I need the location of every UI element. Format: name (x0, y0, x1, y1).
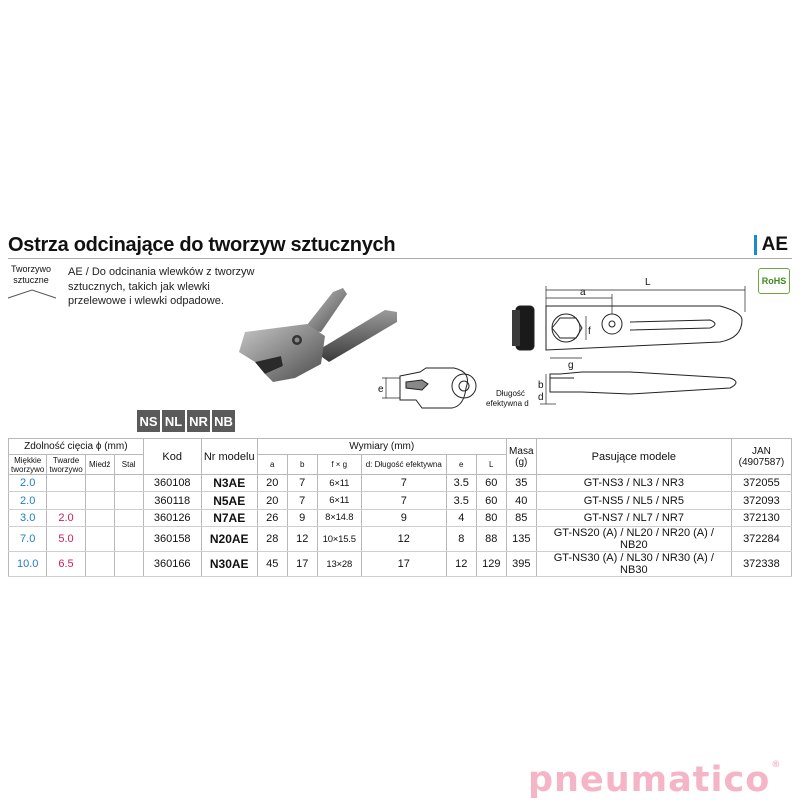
cell-steel (114, 475, 143, 492)
cell-kod: 360108 (143, 475, 201, 492)
cell-L: 60 (476, 475, 506, 492)
table-row (9, 492, 792, 509)
cell-hard: 5.0 (47, 527, 85, 552)
cell-a: 45 (257, 552, 287, 577)
cell-copper (85, 552, 114, 577)
material-category (10, 264, 52, 286)
technical-diagram (360, 268, 760, 418)
col-fxg: f × g (317, 455, 361, 475)
cell-b: 7 (287, 492, 317, 509)
cell-mass: 85 (506, 509, 536, 526)
cell-e: 4 (446, 509, 476, 526)
col-hard: Twarde tworzywo (47, 455, 85, 475)
cell-d: 9 (361, 509, 446, 526)
cell-fxg: 8×14.8 (317, 509, 361, 526)
cell-kod: 360126 (143, 509, 201, 526)
cell-hard (47, 475, 85, 492)
col-soft: Miękkie tworzywo (9, 455, 47, 475)
product-description: AE / Do odcinania wlewków z tworzyw sztucznych, takich jak wlewki przelewowe i wlewki odpadowe. (68, 266, 255, 307)
cell-model: N3AE (201, 475, 257, 492)
cell-fits: GT-NS5 / NL5 / NR5 (536, 492, 731, 509)
badge-nr: NR (187, 410, 210, 432)
cell-kod: 360118 (143, 492, 201, 509)
dim-label-b: b (538, 380, 544, 391)
brand-logo (528, 760, 781, 800)
cell-a: 20 (257, 475, 287, 492)
table-row (9, 475, 792, 492)
model-tag-text: AE (761, 234, 788, 255)
cell-steel (114, 492, 143, 509)
badge-ns: NS (137, 410, 160, 432)
cell-a: 20 (257, 492, 287, 509)
cell-b: 17 (287, 552, 317, 577)
cell-jan: 372284 (731, 527, 791, 552)
cell-b: 12 (287, 527, 317, 552)
dims-header: Wymiary (mm) (257, 439, 506, 455)
effective-length-label-1: Długość (496, 389, 525, 398)
cell-kod: 360158 (143, 527, 201, 552)
badge-nb: NB (212, 410, 235, 432)
cell-L: 80 (476, 509, 506, 526)
cell-fxg: 10×15.5 (317, 527, 361, 552)
cell-model: N30AE (201, 552, 257, 577)
capacity-header: Zdolność cięcia ϕ (mm) (9, 439, 144, 455)
page-title: Ostrza odcinające do tworzyw sztucznych (8, 234, 396, 256)
col-steel: Stal (114, 455, 143, 475)
badge-nl: NL (162, 410, 185, 432)
cell-b: 9 (287, 509, 317, 526)
cell-soft: 3.0 (9, 509, 47, 526)
cell-e: 8 (446, 527, 476, 552)
jan-header: JAN (4907587) (731, 439, 791, 475)
mass-header: Masa (g) (506, 439, 536, 475)
category-chevron-icon (6, 288, 58, 300)
cell-soft: 2.0 (9, 492, 47, 509)
brand-name: pneumatico (528, 760, 771, 800)
cell-mass: 395 (506, 552, 536, 577)
cell-soft: 2.0 (9, 475, 47, 492)
cell-d: 12 (361, 527, 446, 552)
dim-label-a: a (580, 287, 586, 298)
cell-jan: 372055 (731, 475, 791, 492)
cell-a: 26 (257, 509, 287, 526)
effective-length-label-2: efektywna d (486, 399, 529, 408)
cell-model: N7AE (201, 509, 257, 526)
compat-badges (137, 410, 235, 432)
cell-copper (85, 509, 114, 526)
rohs-badge: RoHS (758, 268, 790, 294)
cell-kod: 360166 (143, 552, 201, 577)
dim-label-e: e (378, 384, 384, 395)
cell-jan: 372130 (731, 509, 791, 526)
table-row (9, 527, 792, 552)
dim-label-L: L (645, 277, 651, 288)
col-d: d: Długość efektywna (361, 455, 446, 475)
cell-fxg: 6×11 (317, 492, 361, 509)
cell-jan: 372093 (731, 492, 791, 509)
cell-fits: GT-NS20 (A) / NL20 / NR20 (A) / NB20 (536, 527, 731, 552)
cell-mass: 35 (506, 475, 536, 492)
spec-table (8, 438, 792, 577)
cell-L: 129 (476, 552, 506, 577)
cell-copper (85, 475, 114, 492)
material-category-line2: sztuczne (13, 275, 49, 285)
col-L: L (476, 455, 506, 475)
cell-steel (114, 552, 143, 577)
table-row (9, 552, 792, 577)
col-copper: Miedź (85, 455, 114, 475)
col-e: e (446, 455, 476, 475)
cell-d: 7 (361, 492, 446, 509)
cell-L: 60 (476, 492, 506, 509)
cell-fits: GT-NS7 / NL7 / NR7 (536, 509, 731, 526)
cell-e: 3.5 (446, 475, 476, 492)
cell-steel (114, 527, 143, 552)
cell-model: N20AE (201, 527, 257, 552)
model-tag-bar (754, 235, 757, 255)
title-divider (8, 258, 792, 259)
cell-a: 28 (257, 527, 287, 552)
cell-model: N5AE (201, 492, 257, 509)
cell-e: 12 (446, 552, 476, 577)
table-row (9, 509, 792, 526)
cell-jan: 372338 (731, 552, 791, 577)
cell-fits: GT-NS3 / NL3 / NR3 (536, 475, 731, 492)
cell-mass: 40 (506, 492, 536, 509)
cell-steel (114, 509, 143, 526)
cell-L: 88 (476, 527, 506, 552)
cell-d: 17 (361, 552, 446, 577)
cell-b: 7 (287, 475, 317, 492)
cell-hard: 6.5 (47, 552, 85, 577)
cell-copper (85, 492, 114, 509)
cell-fits: GT-NS30 (A) / NL30 / NR30 (A) / NB30 (536, 552, 731, 577)
title-bar (8, 232, 792, 258)
brand-registered-mark: ® (771, 760, 782, 770)
cell-copper (85, 527, 114, 552)
cell-fxg: 13×28 (317, 552, 361, 577)
model-tag (754, 234, 788, 256)
cell-mass: 135 (506, 527, 536, 552)
cell-e: 3.5 (446, 492, 476, 509)
cell-soft: 7.0 (9, 527, 47, 552)
col-a: a (257, 455, 287, 475)
material-category-line1: Tworzywo (10, 264, 51, 274)
cell-soft: 10.0 (9, 552, 47, 577)
model-header: Nr modelu (201, 439, 257, 475)
fits-header: Pasujące modele (536, 439, 731, 475)
dim-label-g: g (568, 360, 574, 371)
cell-hard: 2.0 (47, 509, 85, 526)
kod-header: Kod (143, 439, 201, 475)
cell-hard (47, 492, 85, 509)
dim-label-d: d (538, 392, 544, 403)
dim-label-f: f (588, 326, 591, 337)
cell-fxg: 6×11 (317, 475, 361, 492)
col-b: b (287, 455, 317, 475)
cell-d: 7 (361, 475, 446, 492)
